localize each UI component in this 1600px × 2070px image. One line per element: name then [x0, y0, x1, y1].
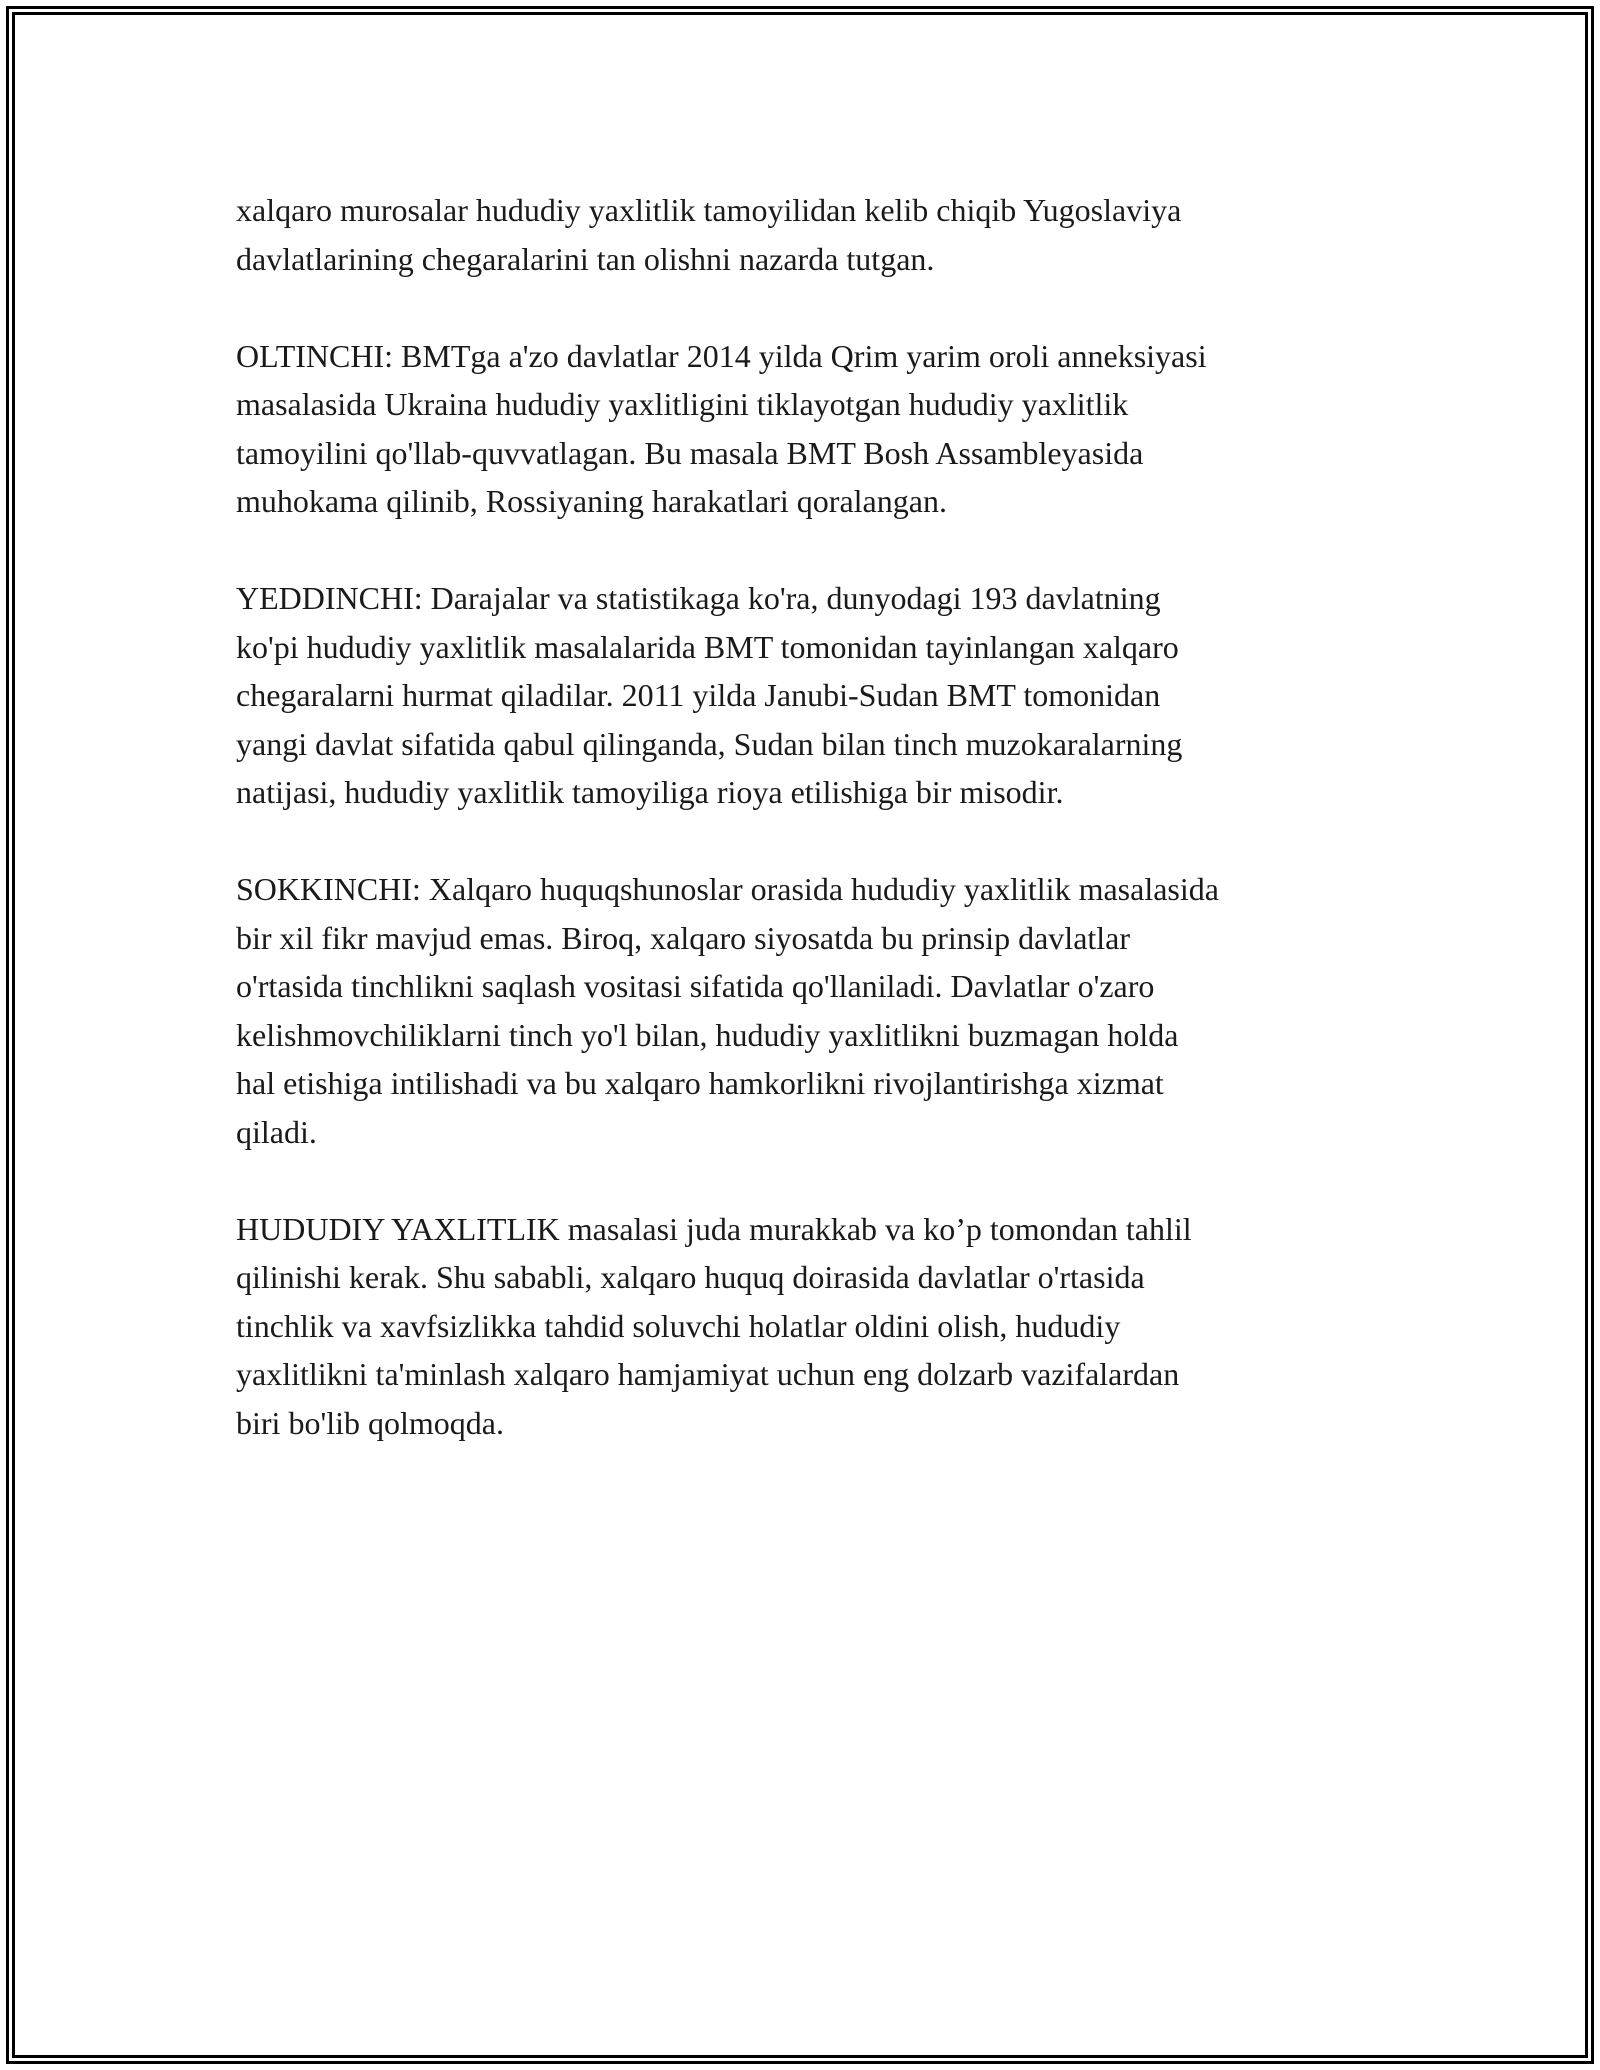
- paragraph-sokkinchi: SOKKINCHI: Xalqaro huquqshunoslar orasida hududiy yaxlitlik masalasida bir xil fikr mavjud emas. Biroq, xalqaro siyosatda bu prinsip davlatlar o'rtasida tinchlikni saqlash vositasi sifatida qo'llaniladi. Davlatlar o'zaro kelishmovchiliklarni tinch yo'l bilan, hududiy yaxlitlikni buzmagan holda hal etishiga intilishadi va bu xalqaro hamkorlikni rivojlantirishga xizmat qiladi.: [236, 871, 1219, 1150]
- paragraph-hududiy-yaxlitlik: HUDUDIY YAXLITLIK masalasi juda murakkab va ko’p tomondan tahlil qilinishi kerak. Shu sababli, xalqaro huquq doirasida davlatlar o'rtasida tinchlik va xavfsizlikka tahdid soluvchi holatlar oldini olish, hududiy yaxlitlikni ta'minlash xalqaro hamjamiyat uchun eng dolzarb vazifalardan biri bo'lib qolmoqda.: [236, 1210, 1192, 1441]
- paragraph-yugoslaviya: xalqaro murosalar hududiy yaxlitlik tamoyilidan kelib chiqib Yugoslaviya davlatlarining chegaralarini tan olishni nazarda tutgan.: [236, 192, 1182, 277]
- document-body: [236, 186, 1376, 1496]
- paragraph-yeddinchi: YEDDINCHI: Darajalar va statistikaga ko'ra, dunyodagi 193 davlatning ko'pi hududiy yaxlitlik masalalarida BMT tomonidan tayinlangan xalqaro chegaralarni hurmat qiladilar. 2011 yilda Janubi-Sudan BMT tomonidan yangi davlat sifatida qabul qilinganda, Sudan bilan tinch muzokaralarning natijasi, hududiy yaxlitlik tamoyiliga rioya etilishiga bir misodir.: [236, 580, 1183, 810]
- paragraph-oltinchi: OLTINCHI: BMTga a'zo davlatlar 2014 yilda Qrim yarim oroli anneksiyasi masalasida Ukraina hududiy yaxlitligini tiklayotgan hududiy yaxlitlik tamoyilini qo'llab-quvvatlagan. Bu masala BMT Bosh Assambleyasida muhokama qilinib, Rossiyaning harakatlari qoralangan.: [236, 337, 1207, 519]
